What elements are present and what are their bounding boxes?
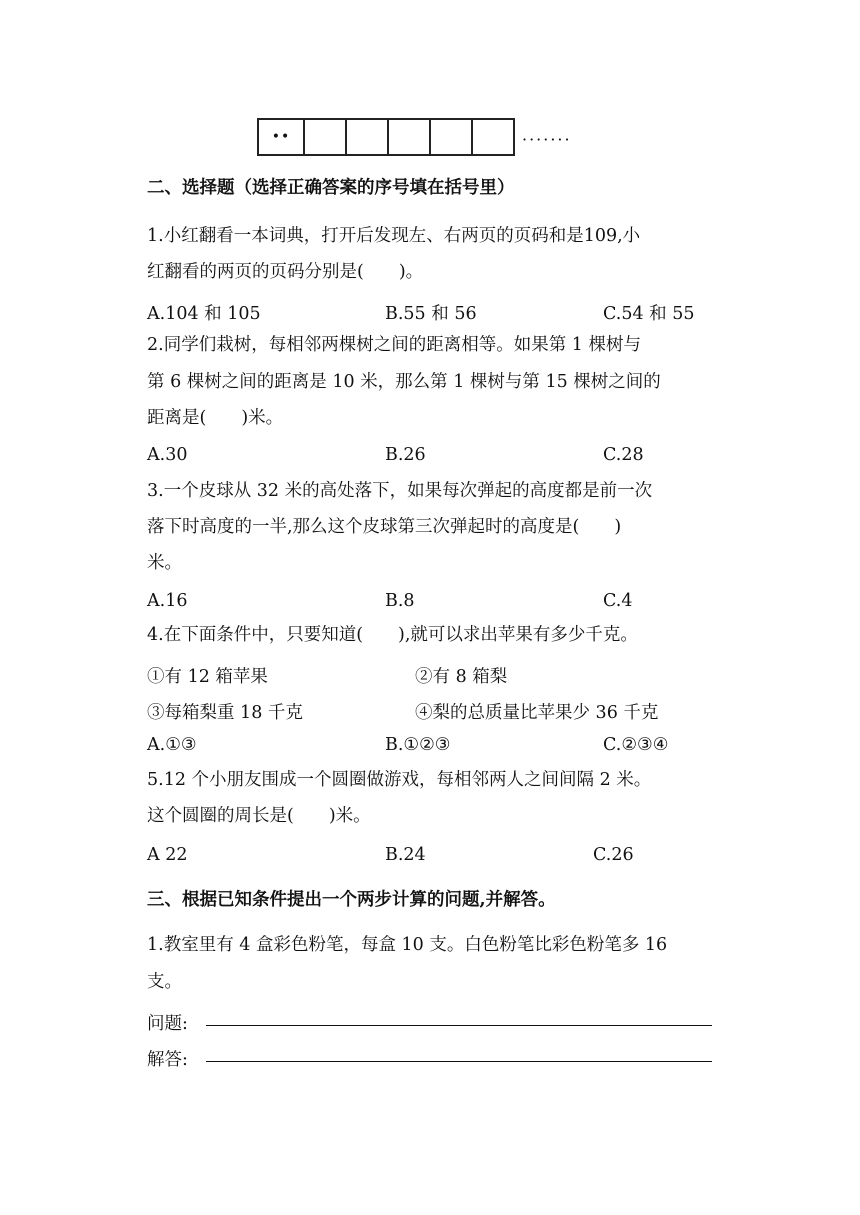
question-text: 落下时高度的一半,那么这个皮球第三次弹起时的高度是( ) <box>147 517 622 537</box>
option-b: B.24 <box>385 845 426 865</box>
option-b: B.55 和 56 <box>385 304 477 324</box>
option-a: A.104 和 105 <box>147 304 261 324</box>
section-heading: 二、选择题（选择正确答案的序号填在括号里） <box>147 178 515 198</box>
sequence-box: •• <box>257 118 305 156</box>
question-text: 5.12 个小朋友围成一个圆圈做游戏，每相邻两人之间间隔 2 米。 <box>147 770 652 790</box>
answer-line[interactable] <box>206 1061 712 1062</box>
condition-4: ④梨的总质量比苹果少 36 千克 <box>415 703 659 723</box>
option-a: A.16 <box>147 591 188 611</box>
option-c: C.②③④ <box>603 735 669 755</box>
question-text: 第 6 棵树之间的距离是 10 米，那么第 1 棵树与第 15 棵树之间的 <box>147 372 661 392</box>
option-c: C.4 <box>603 591 633 611</box>
option-b: B.26 <box>385 445 426 465</box>
question-text: 1.小红翻看一本词典，打开后发现左、右两页的页码和是109,小 <box>147 226 641 246</box>
sequence-box <box>431 118 473 156</box>
question-text: 4.在下面条件中，只要知道( ),就可以求出苹果有多少千克。 <box>147 625 638 645</box>
question-text: 3.一个皮球从 32 米的高处落下，如果每次弹起的高度都是前一次 <box>147 481 653 501</box>
answer-label: 解答: <box>147 1050 188 1070</box>
question-text: 支。 <box>147 972 182 992</box>
option-c: C.26 <box>593 845 634 865</box>
question-text: 距离是( )米。 <box>147 408 284 428</box>
question-answer-line[interactable] <box>206 1025 712 1026</box>
option-a: A.①③ <box>147 735 197 755</box>
question-text: 米。 <box>147 553 182 573</box>
condition-2: ②有 8 箱梨 <box>415 667 508 687</box>
sequence-ellipsis: ······· <box>522 130 572 149</box>
option-a: A 22 <box>147 845 188 865</box>
sequence-box <box>347 118 389 156</box>
sequence-box <box>473 118 515 156</box>
question-text: 这个圆圈的周长是( )米。 <box>147 806 371 826</box>
sequence-box <box>389 118 431 156</box>
option-b: B.①②③ <box>385 735 451 755</box>
option-c: C.54 和 55 <box>603 304 695 324</box>
question-label: 问题: <box>147 1014 188 1034</box>
condition-1: ①有 12 箱苹果 <box>147 667 268 687</box>
sequence-box <box>305 118 347 156</box>
question-text: 1.教室里有 4 盒彩色粉笔，每盒 10 支。白色粉笔比彩色粉笔多 16 <box>147 935 668 955</box>
option-a: A.30 <box>147 445 188 465</box>
option-c: C.28 <box>603 445 644 465</box>
sequence-boxes <box>257 118 515 156</box>
section-heading: 三、根据已知条件提出一个两步计算的问题,并解答。 <box>147 890 556 910</box>
question-text: 2.同学们栽树，每相邻两棵树之间的距离相等。如果第 1 棵树与 <box>147 335 641 355</box>
option-b: B.8 <box>385 591 415 611</box>
question-text: 红翻看的两页的页码分别是( )。 <box>147 262 424 282</box>
condition-3: ③每箱梨重 18 千克 <box>147 703 303 723</box>
